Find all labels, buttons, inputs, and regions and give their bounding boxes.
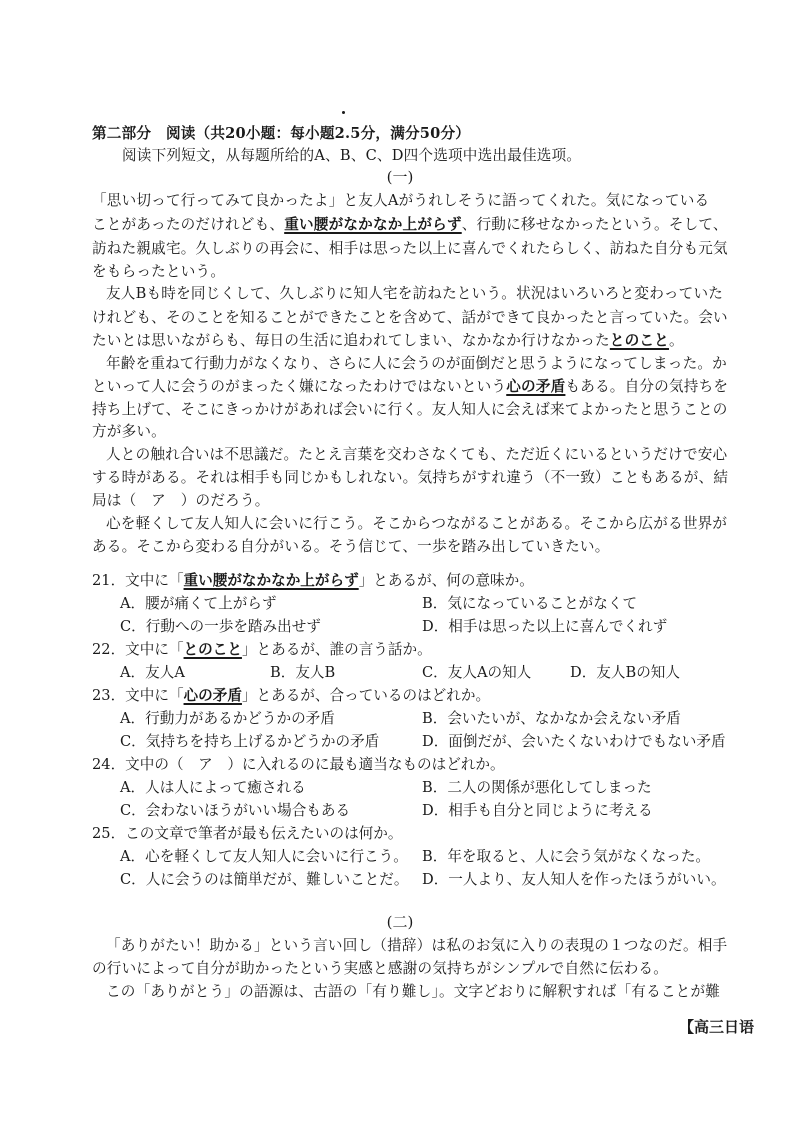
option-a[interactable]: A．友人A xyxy=(120,664,185,681)
option-c[interactable]: C．会わないほうがいい場合もある xyxy=(120,802,351,819)
option-a[interactable]: A．心を軽くして友人知人に会いに行こう。 xyxy=(120,848,408,865)
p1-line: 方が多い。 xyxy=(92,423,166,440)
option-c[interactable]: C．人に会うのは簡単だが、難しいことだ。 xyxy=(120,871,409,888)
underlined-phrase: 重い腰がなかなか上がらず xyxy=(284,216,462,233)
p1-line: 訪ねた親戚宅。久しぶりの再会に、相手は思った以上に喜んでくれたらしく、訪ねた自分も元気 xyxy=(92,240,728,257)
option-b[interactable]: B．年を取ると、人に会う気がなくなった。 xyxy=(422,848,711,865)
option-c[interactable]: C．気持ちを持ち上げるかどうかの矛盾 xyxy=(120,733,380,750)
p1-line: 持ち上げて、そこにきっかけがあれば会いに行く。友人知人に会えば来てよかったと思うことの xyxy=(92,401,728,418)
option-a[interactable]: A．腰が痛くて上がらず xyxy=(120,595,277,612)
p1-line: をもらったという。 xyxy=(92,263,226,280)
option-a[interactable]: A．行動力があるかどうかの矛盾 xyxy=(120,710,335,727)
section-title: 第二部分 阅读（共20小题：每小题2.5分，满分50分） xyxy=(92,125,471,142)
section-instruction: 阅读下列短文，从每题所给的A、B、C、D四个选项中选出最佳选项。 xyxy=(122,147,582,164)
question-23: 23．文中に「心の矛盾」とあるが、合っているのはどれか。 xyxy=(92,687,491,704)
option-d[interactable]: D．相手は思った以上に喜んでくれず xyxy=(422,618,668,635)
p1-line: 局は（ ア ）のだろう。 xyxy=(92,492,270,509)
question-22: 22．文中に「とのこと」とあるが、誰の言う話か。 xyxy=(92,641,432,658)
option-d[interactable]: D．面倒だが、会いたくないわけでもない矛盾 xyxy=(422,733,726,750)
p1-line: 心を軽くして友人知人に会いに行こう。そこからつながることがある。そこから広がる世界が xyxy=(106,515,728,532)
question-21: 21．文中に「重い腰がなかなか上がらず」とあるが、何の意味か。 xyxy=(92,572,534,589)
page-footer: 【高三日语 xyxy=(678,1018,754,1036)
p1-line: 年齢を重ねて行動力がなくなり、さらに人に会うのが面倒だと思うようになってしまった。か xyxy=(106,355,727,372)
option-d[interactable]: D．友人Bの知人 xyxy=(570,664,680,681)
p1-line: 友人Bも時を同じくして、久しぶりに知人宅を訪ねたという。状況はいろいろと変わっていた xyxy=(106,285,724,302)
p1-line: けれども、そのことを知ることができたことを含めて、話ができて良かったと言っていた。会い xyxy=(92,309,728,326)
p2-line: 「ありがたい！助かる」という言い回し（措辞）は私のお気に入りの表現の１つなのだ。相手 xyxy=(106,937,728,954)
underlined-phrase: 心の矛盾 xyxy=(506,378,566,395)
option-b[interactable]: B．会いたいが、なかなか会えない矛盾 xyxy=(422,710,681,727)
underlined-phrase: とのこと xyxy=(609,332,669,349)
option-d[interactable]: D．相手も自分と同じように考える xyxy=(422,802,653,819)
underlined-phrase: 心の矛盾 xyxy=(183,687,242,704)
question-25: 25．この文章で筆者が最も伝えたいのは何か。 xyxy=(92,825,403,842)
p1-line: ある。そこから変わる自分がいる。そう信じて、一歩を踏み出していきたい。 xyxy=(92,538,610,555)
option-d[interactable]: D．一人より、友人知人を作ったほうがいい。 xyxy=(422,871,726,888)
p2-line: の行いによって自分が助かったという実感と感謝の気持ちがシンプルで自然に伝わる。 xyxy=(92,960,669,977)
question-24: 24．文中の（ ア ）に入れるのに最も適当なものはどれか。 xyxy=(92,756,505,773)
passage1-heading: (一) xyxy=(386,168,414,186)
option-c[interactable]: C．友人Aの知人 xyxy=(422,664,532,681)
p1-line: 人との触れ合いは不思議だ。たとえ言葉を交わさなくても、ただ近くにいるというだけで安心 xyxy=(106,446,728,463)
option-c[interactable]: C．行動への一歩を踏み出せず xyxy=(120,618,321,635)
underlined-phrase: とのこと xyxy=(183,641,242,658)
p2-line: この「ありがとう」の語源は、古語の「有り難し」。文字どおりに解釈すれば「有ることが難 xyxy=(106,983,721,1000)
option-b[interactable]: B．友人B xyxy=(270,664,336,681)
underlined-phrase: 重い腰がなかなか上がらず xyxy=(183,572,359,589)
p1-line: ことがあったのだけれども、重い腰がなかなか上がらず、行動に移せなかったという。そして、 xyxy=(92,216,728,233)
option-b[interactable]: B．気になっていることがなくて xyxy=(422,595,638,612)
print-dot xyxy=(342,111,345,114)
p1-line: 「思い切って行ってみて良かったよ」と友人Aがうれしそうに語ってくれた。気になっている xyxy=(92,192,710,209)
p1-line: たいとは思いながらも、毎日の生活に追われてしまい、なかなか行けなかったとのこと。 xyxy=(92,332,684,349)
p1-line: する時がある。それは相手も同じかもしれない。気持ちがすれ違う（不一致）こともあるが、結 xyxy=(92,469,729,486)
option-b[interactable]: B．二人の関係が悪化してしまった xyxy=(422,779,652,796)
option-a[interactable]: A．人は人によって癒される xyxy=(120,779,306,796)
p1-line: といって人に会うのがまったく嫌になったわけではないという心の矛盾もある。自分の気持ちを xyxy=(92,378,729,395)
passage2-heading: (二) xyxy=(386,913,414,931)
